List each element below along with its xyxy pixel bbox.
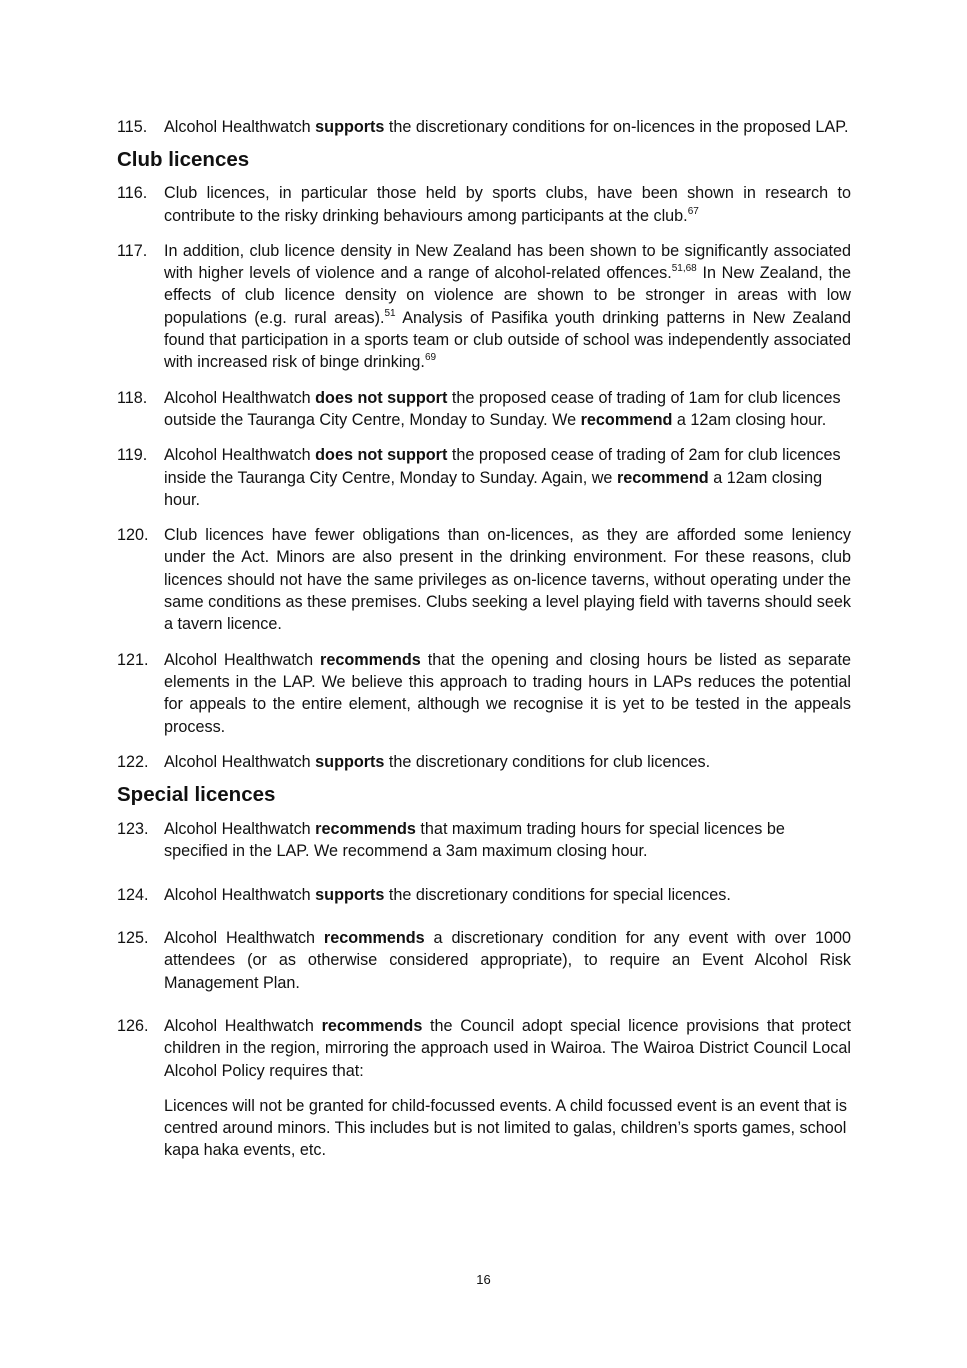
paragraph-text: Alcohol Healthwatch recommends the Council adopt special licence provisions that protect children in the region, mirroring the approach used in Wairoa. The Wairoa District Council Local Alcohol Policy requires that: — [164, 1016, 851, 1080]
paragraph-number: 123. — [117, 820, 149, 839]
paragraph-number: 116. — [117, 184, 148, 203]
paragraph-number: 117. — [117, 241, 148, 260]
paragraph-number: 119. — [117, 446, 148, 465]
paragraph-number: 125. — [117, 929, 149, 948]
policy-quote: Licences will not be granted for child-focussed events. A child focussed event is an event that is centred around minors. This includes but is not limited to galas, children’s sports games, school kapa haka events, etc. — [164, 1096, 847, 1160]
footnote-ref: 69 — [424, 352, 437, 364]
paragraph-text: Alcohol Healthwatch supports the discretionary conditions for on-licences in the proposed LAP. — [164, 118, 849, 136]
paragraph-number: 115. — [117, 118, 148, 136]
footnote-ref: 51 — [384, 307, 396, 319]
paragraph-number: 124. — [117, 885, 149, 904]
paragraph-number: 126. — [117, 1016, 149, 1035]
page-number: 16 — [476, 1272, 491, 1287]
paragraph-116 — [117, 182, 851, 227]
paragraph-text: Alcohol Healthwatch recommends a discretionary condition for any event with over 1000 attendees (or as otherwise considered appropriate), to require an Event Alcohol Risk Management Plan. — [164, 929, 851, 992]
paragraph-124 — [117, 884, 851, 906]
paragraph-123 — [117, 818, 851, 863]
footnote-ref: 67 — [687, 205, 699, 217]
paragraph-text: Alcohol Healthwatch supports the discretionary conditions for special licences. — [164, 885, 731, 904]
paragraph-120 — [117, 524, 851, 635]
paragraph-number: 120. — [117, 526, 149, 545]
paragraph-text: Club licences have fewer obligations than on-licences, as they are afforded some leniency under the Act. Minors are also present in the drinking environment. For these reasons, club licences should not have the same privileges as on-licence taverns, without operating under the same conditions as these premises. Clubs seeking a level playing field with taverns should seek a tavern licence. — [164, 526, 851, 634]
document-page — [117, 116, 851, 1162]
paragraph-number: 121. — [117, 650, 149, 669]
paragraph-117 — [117, 240, 851, 374]
paragraph-text: Alcohol Healthwatch does not support the proposed cease of trading of 2am for club licences inside the Tauranga City Centre, Monday to Sunday. Again, we recommend a 12am closing hour. — [164, 446, 841, 509]
paragraph-118 — [117, 387, 851, 432]
footnote-ref: 51,68 — [671, 263, 697, 275]
paragraph-text: Alcohol Healthwatch recommends that the opening and closing hours be listed as separate elements in the LAP. We believe this approach to trading hours in LAPs reduces the potential for appeals to the entire element, although we recognise it is yet to be tested in the appeals process. — [164, 650, 851, 736]
heading-club-licences: Club licences — [117, 148, 250, 172]
heading-special-licences: Special licences — [117, 783, 276, 807]
paragraph-number: 122. — [117, 752, 149, 771]
paragraph-125 — [117, 927, 851, 994]
paragraph-126 — [117, 1015, 851, 1082]
paragraph-number: 118. — [117, 388, 148, 407]
paragraph-119 — [117, 444, 851, 511]
paragraph-text: Alcohol Healthwatch supports the discretionary conditions for club licences. — [164, 752, 711, 771]
paragraph-122 — [117, 751, 851, 773]
paragraph-text: Alcohol Healthwatch recommends that maximum trading hours for special licences be specified in the LAP. We recommend a 3am maximum closing hour. — [164, 820, 785, 861]
paragraph-115 — [117, 116, 851, 138]
paragraph-121 — [117, 649, 851, 738]
paragraph-text: In addition, club licence density in New Zealand has been shown to be significantly associated with higher levels of violence and a range of alcohol-related offences.$^{51,68}$ In New Zealand, the effects of club licence density on violence are shown to be stronger in areas with low populations (e.g. rural areas).$^{51}$ Analysis of Pasifika youth drinking patterns in New Zealand found that participation in a sports team or club outside of school was independently associated with increased risk of binge drinking.$^{69}$ — [164, 241, 851, 372]
paragraph-text: Alcohol Healthwatch does not support the proposed cease of trading of 1am for club licences outside the Tauranga City Centre, Monday to Sunday. We recommend a 12am closing hour. — [164, 388, 841, 429]
paragraph-text: Club licences, in particular those held by sports clubs, have been shown in research to contribute to the risky drinking behaviours among participants at the club.$^{67}$ — [164, 184, 851, 225]
